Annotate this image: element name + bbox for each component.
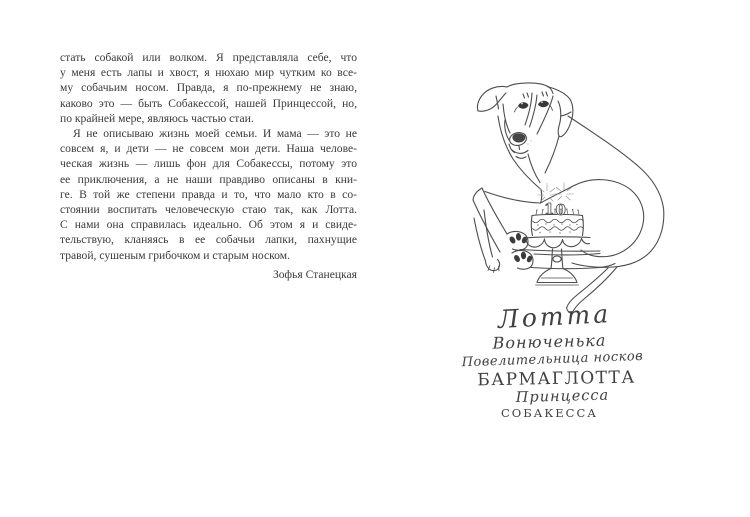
caption-line: БАРМАГЛОТТА <box>477 367 636 391</box>
dog-right-ear <box>547 87 573 137</box>
text-line: стать собакой или волком. Я представляла себе, что <box>60 51 357 64</box>
text-line: тельствую, кланяясь в ее собачьи лапки, пахнущие <box>60 233 357 247</box>
caption-line: Лотта <box>497 299 612 334</box>
caption-line: СОБАКЕССА <box>501 406 598 420</box>
candle-digit-0: 0 <box>555 201 566 219</box>
dog-names-caption <box>437 301 672 421</box>
caption-line: Принцесса <box>515 387 610 407</box>
text-line: травой, сушеным грибочком и старым носком. <box>60 248 290 262</box>
author-signature: Зофья Станецкая <box>272 267 357 281</box>
dog-haunch <box>573 180 644 257</box>
text-line: по крайней мере, являюсь частью стаи. <box>60 111 254 125</box>
text-line: С нами она справилась идеально. Об этом я и свиде- <box>60 218 357 232</box>
caption-line: Вонюченька <box>492 330 607 353</box>
text-line: каково это — быть Собакессой, нашей Принцессой, но, <box>60 96 357 110</box>
dog-eyes <box>515 101 553 112</box>
candle-digit-1: 1 <box>544 200 555 218</box>
text-line: ее приключения, а не наши правдиво описаны в кни- <box>60 172 357 186</box>
text-line: у меня есть лапы и хвост, я нюхаю мир чутким ко все- <box>60 66 357 80</box>
text-line: Я не описываю жизнь моей семьи. И мама — это не <box>73 127 357 141</box>
caption-line: Повелительница носков <box>461 348 644 371</box>
text-line: совсем я, и дети — не совсем мои дети. Наша челове- <box>60 142 357 156</box>
text-line: му собачьим носом. Правда, я по-прежнему не знаю, <box>60 81 357 95</box>
dog-far-leg <box>484 210 493 257</box>
cake-candles <box>544 200 566 219</box>
body-text <box>60 50 357 282</box>
text-line: ге. В той же степени правда и то, что мало кто в со- <box>60 187 357 201</box>
right-page <box>375 0 750 517</box>
text-line: ческая жизнь — лишь фон для Собакессы, потому это <box>60 157 357 171</box>
dog-illustration <box>440 72 710 317</box>
paragraph-lines <box>60 50 357 263</box>
candle-sparkles <box>538 183 574 202</box>
dog-head <box>477 83 572 137</box>
dog-body <box>485 116 664 267</box>
text-line: стоянии воспитать человеческую стаю так, как Лотта. <box>60 203 357 217</box>
cake-stand <box>525 237 590 285</box>
